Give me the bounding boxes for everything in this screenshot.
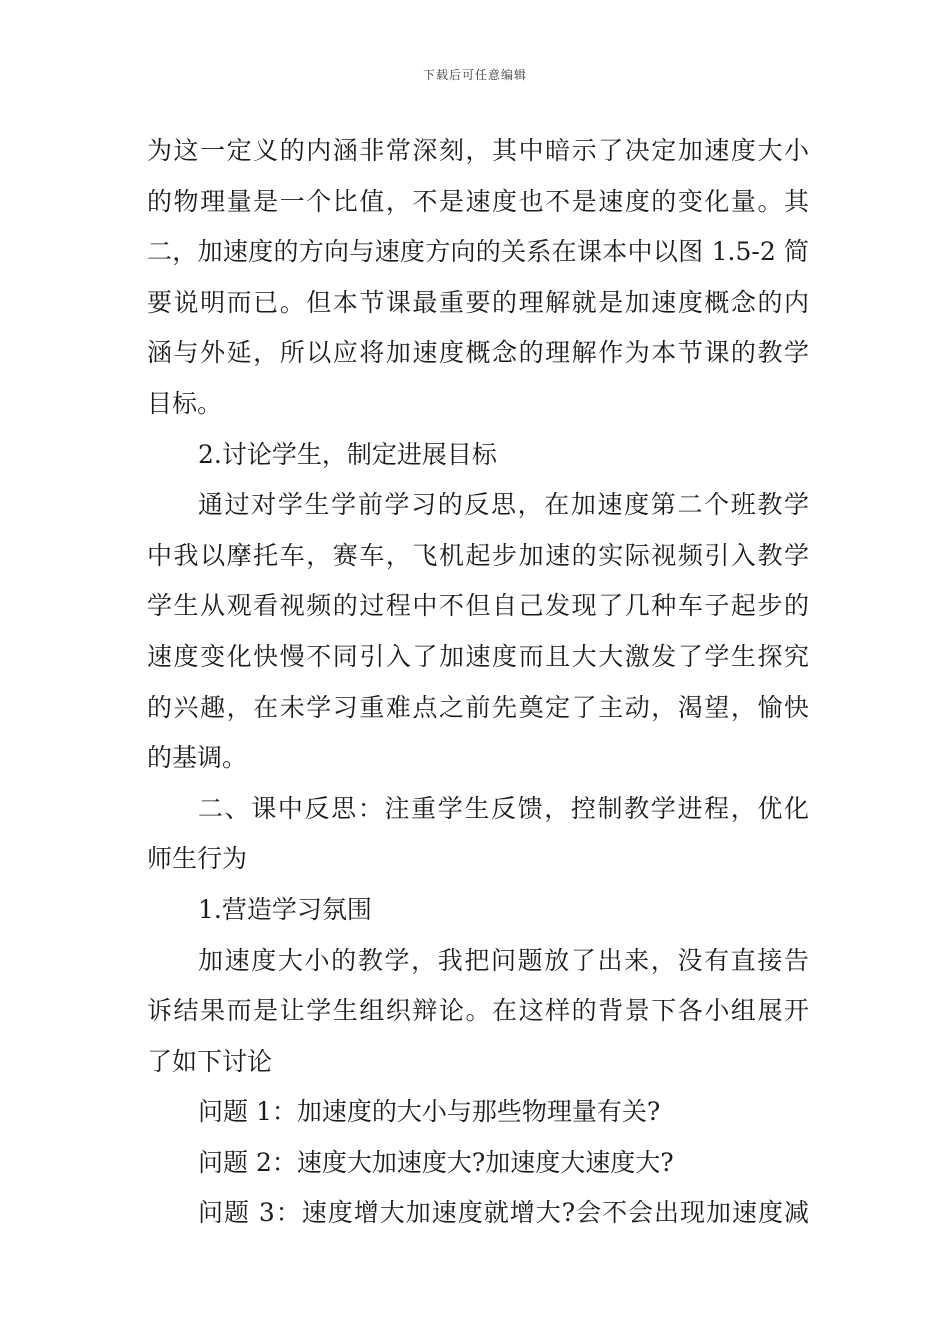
text-line: 二，加速度的方向与速度方向的关系在课本中以图 1.5-2 简	[147, 237, 809, 267]
text-line: 要说明而已。但本节课最重要的理解就是加速度概念的内	[147, 287, 809, 317]
text-line: 的基调。	[147, 743, 248, 773]
section-heading: 二、课中反思：注重学生反馈，控制教学进程，优化	[198, 793, 809, 823]
text-line: 加速度大小的教学，我把问题放了出来，没有直接告	[198, 945, 809, 975]
text-line: 涵与外延，所以应将加速度概念的理解作为本节课的教学	[147, 338, 809, 368]
text-line: 的物理量是一个比值，不是速度也不是速度的变化量。其	[147, 186, 809, 216]
text-line: 诉结果而是让学生组织辩论。在这样的背景下各小组展开	[147, 996, 809, 1026]
body-text	[147, 126, 809, 1239]
question-item: 问题 3：速度增大加速度就增大?会不会出现加速度减	[198, 1198, 809, 1228]
question-item: 问题 1：加速度的大小与那些物理量有关?	[198, 1097, 661, 1127]
section-heading-continued: 师生行为	[147, 844, 248, 874]
text-line: 目标。	[147, 388, 223, 418]
section-heading: 2.讨论学生，制定进展目标	[198, 439, 497, 469]
text-line: 通过对学生学前学习的反思，在加速度第二个班教学	[198, 490, 809, 520]
text-line: 学生从观看视频的过程中不但自己发现了几种车子起步的	[147, 591, 809, 621]
text-line: 为这一定义的内涵非常深刻，其中暗示了决定加速度大小	[147, 136, 809, 165]
page-header: 下载后可任意编辑	[422, 68, 527, 82]
text-line: 了如下讨论	[147, 1046, 273, 1076]
text-line: 速度变化快慢不同引入了加速度而且大大激发了学生探究	[147, 641, 809, 671]
text-line: 中我以摩托车，赛车，飞机起步加速的实际视频引入教学	[147, 540, 809, 570]
question-item: 问题 2：速度大加速度大?加速度大速度大?	[198, 1147, 674, 1177]
text-line: 的兴趣，在未学习重难点之前先奠定了主动，渴望，愉快	[147, 692, 809, 722]
section-heading: 1.营造学习氛围	[198, 894, 372, 924]
